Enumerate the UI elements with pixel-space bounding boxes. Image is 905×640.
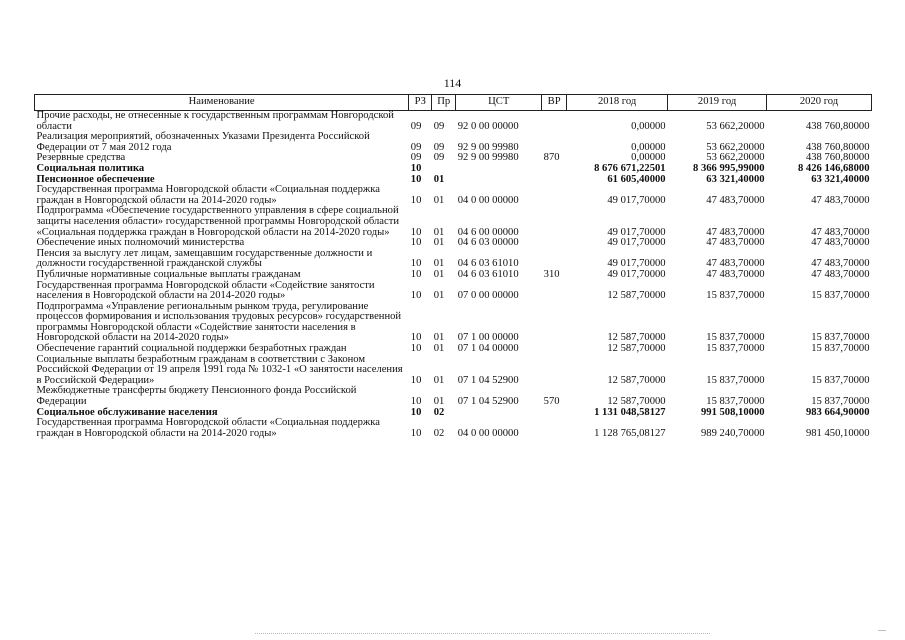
cell-cst: 04 0 00 00000	[457, 194, 519, 206]
cell-name: Реализация мероприятий, обозначенных Указами Президента Российской Федерации от 7 мая 2012 года	[36, 131, 370, 153]
cell-2020: 981 450,10000	[805, 427, 870, 439]
cell-vr	[542, 164, 567, 175]
cell-2018: 1 131 048,58127	[594, 406, 666, 418]
cell-2019: 15 837,70000	[706, 374, 765, 386]
cell-pr: 09	[433, 141, 445, 153]
cell-name: Прочие расходы, не отнесенные к государственным программам Новгородской области	[36, 110, 394, 132]
cell-cst	[456, 164, 542, 175]
header-cst: ЦСТ	[456, 95, 542, 111]
cell-pr: 09	[433, 152, 445, 164]
table-row	[35, 270, 872, 281]
cell-2019: 53 662,20000	[706, 120, 765, 132]
cell-2020: 438 760,80000	[805, 141, 870, 153]
header-pr: Пр	[432, 95, 456, 111]
cell-cst: 07 1 04 00000	[457, 343, 519, 355]
header-name: Наименование	[35, 95, 409, 111]
budget-table	[34, 94, 872, 439]
cell-2020: 438 760,80000	[805, 120, 870, 132]
cell-2020: 47 483,70000	[811, 226, 870, 238]
cell-2020: 983 664,90000	[805, 406, 870, 418]
cell-rz: 10	[410, 427, 422, 439]
cell-rz: 10	[410, 374, 422, 386]
cell-vr	[542, 132, 567, 153]
cell-2019: 53 662,20000	[706, 141, 765, 153]
table-header-row	[35, 95, 872, 111]
cell-2019: 991 508,10000	[700, 406, 765, 418]
cell-cst: 04 6 03 00000	[457, 237, 519, 249]
cell-2019: 989 240,70000	[700, 427, 765, 439]
cell-vr	[542, 418, 567, 439]
cell-vr	[542, 185, 567, 206]
cell-cst: 04 6 00 00000	[457, 226, 519, 238]
cell-name: Социальная политика	[36, 162, 145, 174]
cell-cst: 92 9 00 99980	[457, 141, 519, 153]
cell-rz: 10	[410, 194, 422, 206]
cell-vr	[542, 302, 567, 344]
cell-pr: 01	[433, 226, 445, 238]
cell-2019: 47 483,70000	[706, 194, 765, 206]
cell-pr	[432, 164, 456, 175]
cell-vr	[542, 238, 567, 249]
table-row	[35, 386, 872, 407]
cell-cst: 04 6 03 61010	[457, 268, 519, 280]
cell-rz: 10	[410, 258, 422, 270]
cell-pr: 01	[433, 374, 445, 386]
cell-2018: 49 017,70000	[607, 237, 666, 249]
cell-name: Социальное обслуживание населения	[36, 406, 218, 418]
cell-2019: 47 483,70000	[706, 226, 765, 238]
cell-rz: 10	[410, 162, 422, 174]
cell-2020: 47 483,70000	[811, 237, 870, 249]
cell-name: Обеспечение иных полномочий министерства	[36, 237, 245, 249]
scan-artifact-mark	[878, 630, 886, 631]
cell-2020: 63 321,40000	[811, 173, 870, 185]
cell-2018: 1 128 765,08127	[594, 427, 666, 439]
cell-pr: 01	[433, 237, 445, 249]
page-number: 114	[443, 76, 462, 90]
cell-2018: 0,00000	[631, 152, 666, 164]
cell-vr	[542, 249, 567, 270]
cell-2019: 8 366 995,99000	[693, 162, 765, 174]
cell-name: Обеспечение гарантий социальной поддержки безработных граждан	[36, 343, 347, 355]
cell-cst: 92 9 00 99980	[457, 152, 519, 164]
header-vr: ВР	[542, 95, 567, 111]
cell-name: Пенсия за выслугу лет лицам, замещавшим государственные должности и должности государственной гражданской службы	[36, 247, 373, 270]
cell-2019: 63 321,40000	[706, 173, 765, 185]
cell-2018: 49 017,70000	[607, 194, 666, 206]
header-2019: 2019 год	[668, 95, 767, 111]
cell-pr: 01	[433, 332, 445, 344]
cell-rz: 10	[410, 290, 422, 302]
table-row	[35, 164, 872, 175]
cell-2020: 15 837,70000	[811, 396, 870, 408]
cell-2019: 47 483,70000	[706, 237, 765, 249]
cell-name: Межбюджетные трансферты бюджету Пенсионного фонда Российской Федерации	[36, 385, 357, 408]
cell-cst: 04 0 00 00000	[457, 427, 519, 439]
cell-2018: 49 017,70000	[607, 258, 666, 270]
cell-2020: 8 426 146,68000	[797, 162, 870, 174]
cell-vr	[542, 175, 567, 186]
cell-rz: 10	[410, 173, 422, 185]
table-row	[35, 418, 872, 439]
cell-rz: 10	[410, 406, 422, 418]
cell-2018: 12 587,70000	[607, 290, 666, 302]
cell-vr	[542, 408, 567, 419]
cell-name: Социальные выплаты безработным гражданам в соответствии с Законом Российской Федерации от 19 апреля 1991 года № 1032-1 «О занятости населения в Российской Федерации»	[36, 353, 403, 386]
table-row	[35, 185, 872, 206]
cell-cst: 07 1 04 52900	[457, 374, 519, 386]
table-row	[35, 281, 872, 302]
cell-pr: 01	[433, 173, 445, 185]
table-row	[35, 206, 872, 238]
cell-rz: 09	[410, 120, 422, 132]
cell-2020: 15 837,70000	[811, 290, 870, 302]
cell-2020: 47 483,70000	[811, 258, 870, 270]
cell-2019: 15 837,70000	[706, 332, 765, 344]
cell-pr: 01	[433, 396, 445, 408]
cell-name: Пенсионное обеспечение	[36, 173, 155, 185]
cell-2020: 47 483,70000	[811, 194, 870, 206]
cell-rz: 10	[410, 268, 422, 280]
cell-rz: 10	[410, 237, 422, 249]
cell-cst	[456, 408, 542, 419]
cell-2018: 49 017,70000	[607, 268, 666, 280]
cell-cst: 07 0 00 00000	[457, 290, 519, 302]
cell-2019: 15 837,70000	[706, 290, 765, 302]
table-row	[35, 111, 872, 133]
cell-2018: 12 587,70000	[607, 343, 666, 355]
cell-name: Подпрограмма «Управление региональным рынком труда, регулирование процессов формирования и использования трудовых ресурсов» государственной программы Новгородской области «Содействие занятости населения в Новгородской области на 2014-2020 годы»	[36, 300, 402, 344]
cell-name: Резервные средства	[36, 152, 126, 164]
cell-rz: 09	[410, 141, 422, 153]
cell-name: Государственная программа Новгородской области «Социальная поддержка граждан в Новгородской области на 2014-2020 годы»	[36, 417, 380, 439]
cell-rz: 10	[410, 332, 422, 344]
table-row	[35, 302, 872, 344]
cell-2019: 15 837,70000	[706, 343, 765, 355]
table-row	[35, 132, 872, 153]
cell-vr: 870	[543, 152, 560, 164]
cell-cst: 04 6 03 61010	[457, 258, 519, 270]
cell-vr: 570	[543, 396, 560, 408]
cell-vr	[542, 355, 567, 387]
cell-cst	[456, 175, 542, 186]
cell-2018: 12 587,70000	[607, 396, 666, 408]
cell-pr: 01	[433, 290, 445, 302]
cell-2018: 61 605,40000	[607, 173, 666, 185]
cell-2019: 15 837,70000	[706, 396, 765, 408]
cell-pr: 09	[433, 120, 445, 132]
header-rz: РЗ	[409, 95, 432, 111]
cell-name: Публичные нормативные социальные выплаты гражданам	[36, 268, 301, 280]
table-row	[35, 355, 872, 387]
cell-pr: 01	[433, 268, 445, 280]
cell-vr	[542, 111, 567, 133]
cell-pr: 01	[433, 258, 445, 270]
cell-2019: 47 483,70000	[706, 268, 765, 280]
cell-cst: 07 1 00 00000	[457, 332, 519, 344]
cell-rz: 10	[410, 343, 422, 355]
cell-name: Подпрограмма «Обеспечение государственного управления в сфере социальной защиты населения области» государственной программы Новгородской области «Социальная поддержка граждан в Новгородской области на 2014-2020 годы»	[36, 205, 399, 238]
cell-2018: 49 017,70000	[607, 226, 666, 238]
cell-2018: 8 676 671,22501	[594, 162, 666, 174]
scan-artifact-line	[255, 633, 710, 635]
cell-2020: 15 837,70000	[811, 332, 870, 344]
cell-2020: 15 837,70000	[811, 343, 870, 355]
cell-name: Государственная программа Новгородской области «Социальная поддержка граждан в Новгородской области на 2014-2020 годы»	[36, 184, 380, 206]
table-body	[35, 111, 872, 440]
cell-pr: 01	[433, 194, 445, 206]
cell-name: Государственная программа Новгородской области «Содействие занятости населения в Новгородской области на 2014-2020 годы»	[36, 279, 375, 302]
cell-pr: 01	[433, 343, 445, 355]
cell-2020: 15 837,70000	[811, 374, 870, 386]
cell-vr	[542, 206, 567, 238]
cell-2020: 438 760,80000	[805, 152, 870, 164]
cell-2018: 12 587,70000	[607, 332, 666, 344]
header-2020: 2020 год	[767, 95, 872, 111]
cell-cst: 92 0 00 00000	[457, 120, 519, 132]
cell-2019: 53 662,20000	[706, 152, 765, 164]
cell-pr: 02	[433, 406, 445, 418]
cell-rz: 10	[410, 226, 422, 238]
cell-vr: 310	[543, 268, 560, 280]
table-row	[35, 249, 872, 270]
cell-rz: 10	[410, 396, 422, 408]
cell-2019: 47 483,70000	[706, 258, 765, 270]
cell-2020: 47 483,70000	[811, 268, 870, 280]
cell-vr	[542, 281, 567, 302]
cell-2018: 0,00000	[631, 141, 666, 153]
cell-2018: 0,00000	[631, 120, 666, 132]
cell-vr	[542, 344, 567, 355]
cell-rz: 09	[410, 152, 422, 164]
cell-cst: 07 1 04 52900	[457, 396, 519, 408]
header-2018: 2018 год	[567, 95, 668, 111]
cell-pr: 02	[433, 427, 445, 439]
cell-2018: 12 587,70000	[607, 374, 666, 386]
